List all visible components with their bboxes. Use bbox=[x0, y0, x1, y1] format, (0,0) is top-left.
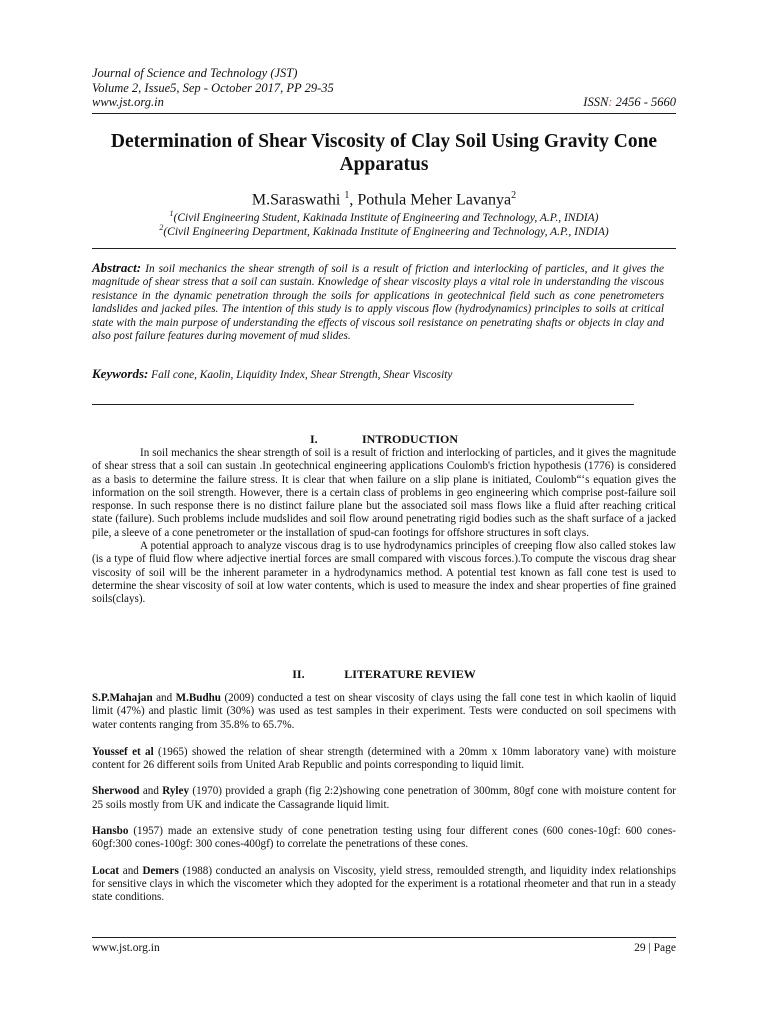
lit-text: (1970) provided a graph (fig 2:2)showing cone penetration of 300mm, 80gf cone with moisture content for 25 soils mostly from UK and indicate the Cassagrande liquid limit. bbox=[92, 785, 676, 811]
abstract-label: Abstract: bbox=[92, 260, 142, 275]
header-rule bbox=[92, 113, 676, 114]
footer-url[interactable]: www.jst.org.in bbox=[92, 942, 160, 954]
affil-2-text: (Civil Engineering Department, Kakinada Institute of Engineering and Technology, A.P., INDIA) bbox=[163, 225, 609, 238]
issn-label: ISSN bbox=[583, 95, 609, 109]
section-title: LITERATURE REVIEW bbox=[344, 667, 476, 681]
footer-rule bbox=[92, 937, 676, 938]
author-2-sup: 2 bbox=[511, 190, 517, 201]
section-number: II. bbox=[292, 667, 305, 681]
section-heading-introduction bbox=[92, 432, 676, 447]
journal-volume: Volume 2, Issue5, Sep - October 2017, PP 29-35 bbox=[92, 80, 334, 95]
lit-text: (1965) showed the relation of shear strength (determined with a 20mm x 10mm laboratory vane) with moisture content for 26 different soils from United Arab Republic and points corresponding to liquid limit. bbox=[92, 745, 676, 772]
lit-and: and bbox=[119, 864, 143, 877]
keywords bbox=[92, 366, 664, 382]
title-line-2: Apparatus bbox=[339, 154, 429, 175]
author-2: , Pothula Meher Lavanya bbox=[349, 191, 512, 209]
lit-author: S.P.Mahajan bbox=[92, 692, 153, 704]
affil-2-sup: 2 bbox=[159, 223, 164, 232]
lit-author: Youssef et al bbox=[92, 745, 154, 758]
section-heading-literature-review bbox=[92, 667, 676, 682]
journal-url[interactable]: www.jst.org.in bbox=[92, 95, 164, 109]
page-footer bbox=[92, 942, 676, 954]
affil-1-text: (Civil Engineering Student, Kakinada Institute of Engineering and Technology, A.P., INDIA) bbox=[173, 211, 599, 224]
lit-paragraph bbox=[92, 825, 676, 852]
authors bbox=[86, 186, 682, 209]
lit-paragraph bbox=[92, 746, 676, 773]
journal-name: Journal of Science and Technology (JST) bbox=[92, 66, 298, 80]
lit-author: Sherwood bbox=[92, 785, 140, 798]
page-number: 29 | Page bbox=[634, 942, 676, 954]
abstract-text: In soil mechanics the shear strength of soil is a result of friction and interlocking of particles, and it gives the magnitude of shear stress that a soil can sustain. Knowledge of shear viscosity plays a vital role in understanding the viscous resistance in the dynamic penetration through the soils for applications in geotechnical field such as cone penetrometers landslides and jacked piles. The intention of this study is to apply viscous flow (hydrodynamics) principles to soils at critical state with the main purpose of understanding the effects of viscous soil resistance on penetrating shafts or objects in clay and also post failure features during movement of mud slides. bbox=[92, 263, 664, 343]
issn: ISSN: 2456 - 5660 bbox=[583, 95, 676, 109]
intro-paragraph-2: A potential approach to analyze viscous drag is to use hydrodynamics principles of creeping flow also called stokes law (is a type of fluid flow where adjective inertial forces are small compared with viscous forces.).To compute the viscous drag shear viscosity of soil will be the inherent parameter in a hydrodynamics method. A potential test known as fall cone test is used to determine the shear viscosity of soil at low water contents, which is used to measure the index and shear properties of fine grained soils(clays). bbox=[92, 540, 676, 606]
abstract bbox=[92, 261, 664, 343]
lit-and: and bbox=[152, 692, 176, 704]
literature-review-body bbox=[92, 692, 676, 918]
keywords-text: Fall cone, Kaolin, Liquidity Index, Shear Strength, Shear Viscosity bbox=[148, 369, 453, 381]
affiliation-rule bbox=[92, 248, 676, 249]
lit-author: Demers bbox=[142, 864, 179, 877]
lit-text: (1957) made an extensive study of cone penetration testing using four different cones (600 cones-10gf: 600 cones-60gf:300 cones-100gf: 300 cones-400gf) to correlate the penetrations of these cones. bbox=[92, 825, 676, 851]
section-title-initial: I bbox=[361, 432, 367, 446]
issn-value: 2456 - 5660 bbox=[612, 95, 676, 109]
lit-author: Ryley bbox=[162, 785, 189, 798]
intro-paragraph-1: In soil mechanics the shear strength of soil is a result of friction and interlocking of particles, and it gives the magnitude of shear stress that a soil can sustain .In geotechnical engineering applications Coulomb's friction hypothesis (1776) is considered as a basis to determine the failure stress. It is clear that when failure on a slip plane is initiated, Coulomb“‘s equation gives the information on the soil strength. However, there is a certain class of problems in geo engineering which comprise post-failure soil response. In such response there is no distinct failure plane but the associated soil mass flows like a fluid after reaching critical state (failure). Such problems include mudslides and soil flow around penetrating rigid bodies such as the shaft surface of a jacked pile, a sleeve of a cone penetrometer or the installation of spud-can footings for offshore structures in soft clays. bbox=[92, 447, 676, 539]
keywords-rule bbox=[92, 404, 634, 405]
section-number: I. bbox=[309, 432, 318, 446]
author-1: M.Saraswathi bbox=[251, 191, 345, 209]
paper-title bbox=[86, 130, 682, 176]
lit-paragraph bbox=[92, 865, 676, 905]
author-1-sup: 1 bbox=[344, 190, 350, 201]
keywords-label: Keywords: bbox=[92, 366, 149, 381]
affiliation-2 bbox=[86, 221, 682, 239]
section-title-rest: NTRODUCTION bbox=[366, 432, 458, 446]
introduction-body bbox=[92, 447, 676, 607]
lit-author: Locat bbox=[92, 864, 120, 877]
lit-paragraph bbox=[92, 785, 676, 812]
lit-text: (2009) conducted a test on shear viscosity of clays using the fall cone test in which kaolin of liquid limit (47%) and plastic limit (30%) was used as test samples in their experiment. Tests were conducted on soil specimens with water contents ranging from 35.8% to 65.7%. bbox=[92, 692, 676, 731]
lit-author: Hansbo bbox=[92, 825, 129, 838]
title-line-1: Determination of Shear Viscosity of Clay Soil Using Gravity Cone bbox=[110, 131, 658, 152]
lit-author: M.Budhu bbox=[175, 692, 221, 704]
journal-header bbox=[92, 66, 676, 110]
lit-paragraph bbox=[92, 692, 676, 732]
affil-1-sup: 1 bbox=[169, 209, 174, 218]
lit-text: (1988) conducted an analysis on Viscosity, yield stress, remoulded strength, and liquidity index relationships for sensitive clays in which the viscometer which they adopted for the experiment is a rotational rheometer and that run in a steady state conditions. bbox=[92, 864, 676, 904]
lit-and: and bbox=[139, 785, 163, 798]
